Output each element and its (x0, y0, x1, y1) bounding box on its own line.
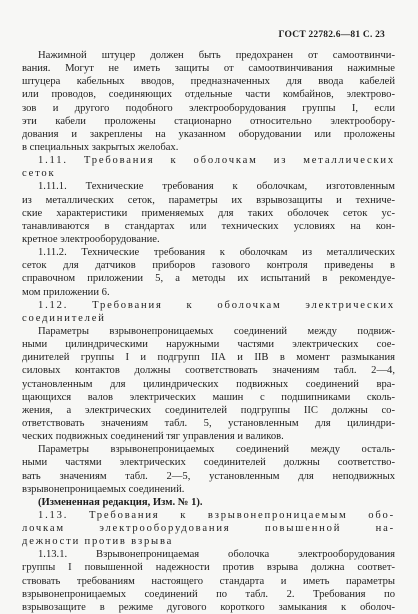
text-line: Параметры взрывонепроницаемых соединений между подвиж- (38, 325, 395, 337)
text-line: 1.12. Требования к оболочкам электрических (38, 299, 395, 311)
text-line: динителей группы I и подгрупп IIА и IIВ в момент размыкания (22, 352, 395, 364)
text-line: дования и закреплены на указанном оборудовании или проложены (22, 128, 395, 140)
text-line: 1.11.1. Технические требования к оболочкам, изготовленным (38, 181, 395, 193)
text-line: взрывозащите в режиме дугового короткого замыкания к оболоч- (22, 601, 395, 613)
page-header: ГОСТ 22782.6—81 С. 23 (278, 30, 385, 40)
document-body (22, 49, 395, 614)
text-line: дежности против взрыва (22, 536, 174, 548)
text-line: сеток (22, 168, 56, 180)
text-line: ответствовать значениям табл. 5, установленным для цилиндри- (22, 417, 395, 429)
text-line: соединителей (22, 312, 106, 324)
text-line: взрывонепроницаемых соединений по табл. 2. Требования по (22, 588, 395, 600)
text-line: или проводов, соединяющих отдельные части комбайнов, электрово- (22, 89, 395, 101)
text-line: ские характеристики применяемых для таких оболочек сеток ус- (22, 207, 395, 219)
text-line: ческих подвижных соединений тяг управления и валиков. (22, 431, 284, 443)
text-line: группы I повышенной надежности против взрыва должна соответ- (22, 562, 395, 574)
text-line: в специальных закрытых желобах. (22, 141, 179, 153)
text-line: 1.13.1. Взрывонепроницаемая оболочка электрооборудования (38, 549, 395, 561)
text-line: щающихся валов электрических машин с подшипниками сколь- (22, 391, 395, 403)
text-line: танавливаются в стандартах или технических условиях на кон- (22, 220, 395, 232)
text-line: штуцера кабельных вводов, предназначенных для ввода кабелей (22, 76, 395, 88)
text-line: справочном приложении 5, а методы их испытаний в рекомендуе- (22, 273, 395, 285)
text-line: ными частями электрических соединителей должны соответство- (22, 457, 395, 469)
text-line: 1.11. Требования к оболочкам из металлических (38, 155, 395, 167)
text-line: кретное электрооборудование. (22, 233, 160, 245)
text-line: ными цилиндрическими наружными частями электрических сое- (22, 339, 395, 351)
text-line: мом приложении 6. (22, 286, 110, 298)
text-line: сеток для датчиков приборов газового контроля приведены в (22, 260, 395, 272)
text-line: силовых контактов должны соответствовать значениям табл. 2—4, (22, 365, 395, 377)
text-line: вать значениям табл. 2—5, установленным для неподвижных (22, 470, 395, 482)
text-line: вания. Могут не иметь защиты от самоотвинчивания нажимные (22, 63, 395, 75)
text-line: Параметры взрывонепроницаемых соединений между осталь- (38, 444, 395, 456)
text-line: эти кабели проложены стационарно относительно электрообору- (22, 115, 395, 127)
text-line: ствовать требованиям настоящего стандарта и иметь параметры (22, 575, 395, 587)
text-line: жения, а электрических соединителей подгруппы IIС должны со- (22, 404, 395, 416)
text-line: взрывонепроницаемых соединений. (22, 483, 185, 495)
text-line: 1.11.2. Технические требования к оболочкам из металлических (38, 247, 395, 259)
text-line: из металлических сеток, параметры их взрывозащиты и техниче- (22, 194, 395, 206)
text-line: зов и другого подобного электрооборудования группы I, если (22, 102, 395, 114)
text-line: (Измененная редакция, Изм. № 1). (38, 496, 203, 508)
text-line: лочкам электрооборудования повышенной на- (22, 523, 395, 535)
text-line: установленным для цилиндрических подвижных соединений вра- (22, 378, 395, 390)
text-line: 1.13. Требования к взрывонепроницаемым обо- (38, 509, 395, 521)
text-line: Нажимной штуцер должен быть предохранен от самоотвинчи- (38, 50, 395, 61)
